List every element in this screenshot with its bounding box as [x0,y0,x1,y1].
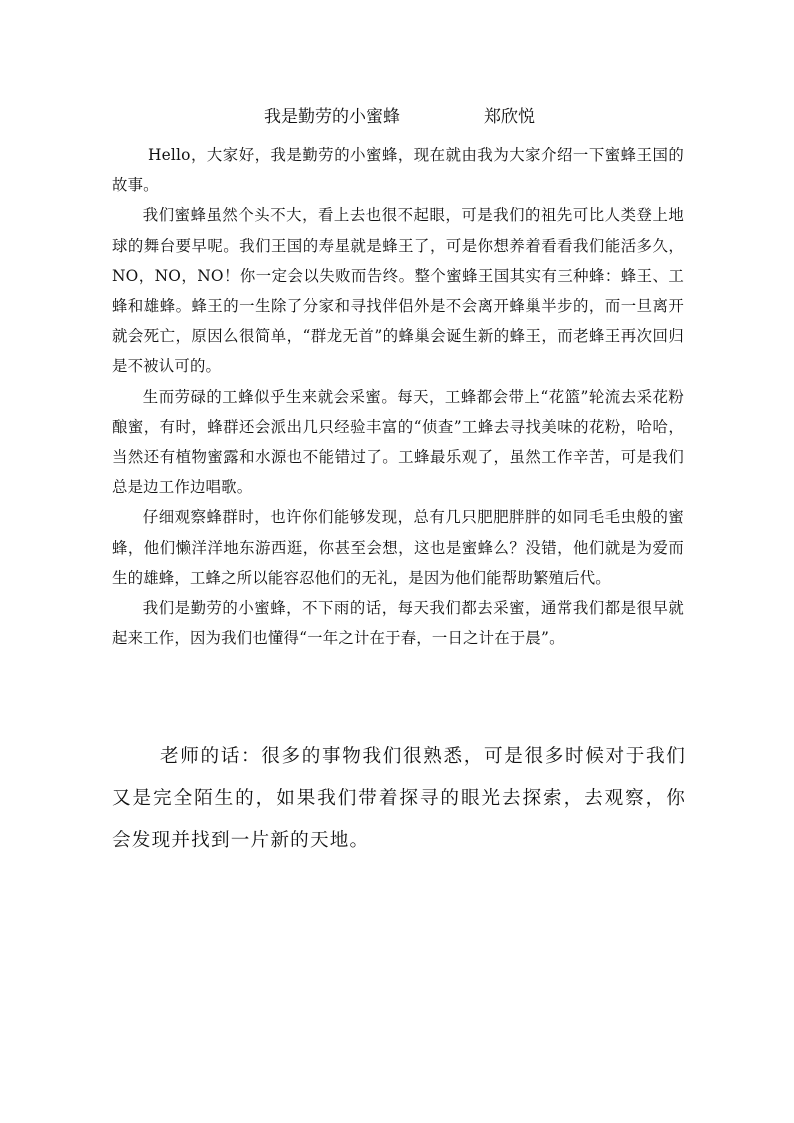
essay-title: 我是勤劳的小蜜蜂 [264,107,400,127]
paragraph-3: 生而劳碌的工蜂似乎生来就会采蜜。每天，工蜂都会带上“花篮”轮流去采花粉酿蜜，有时，蜂群还会派出几只经验丰富的“侦查”工蜂去寻找美味的花粉，哈哈，当然还有植物蜜露和水源也不能错过了。工蜂最乐观了，虽然工作辛苦，可是我们总是边工作边唱歌。 [112,387,684,497]
teacher-comment-text: 老师的话：很多的事物我们很熟悉，可是很多时候对于我们又是完全陌生的，如果我们带着探寻的眼光去探索，去观察，你会发现并找到一片新的天地。 [112,746,686,851]
essay-author: 郑欣悦 [484,107,535,127]
paragraph-1: Hello，大家好，我是勤劳的小蜜蜂，现在就由我为大家介绍一下蜜蜂王国的故事。 [112,146,684,195]
paragraph-2: 我们蜜蜂虽然个头不大，看上去也很不起眼，可是我们的祖先可比人类登上地球的舞台要早呢。我们王国的寿星就是蜂王了，可是你想养着看看我们能活多久，NO，NO，NO！你一定会以失败而告终。整个蜜蜂王国其实有三种蜂：蜂王、工蜂和雄蜂。蜂王的一生除了分家和寻找伴侣外是不会离开蜂巢半步的，而一旦离开就会死亡，原因么很简单，“群龙无首”的蜂巢会诞生新的蜂王，而老蜂王再次回归是不被认可的。 [112,206,684,376]
title-row [0,104,794,134]
teacher-comment [112,736,686,862]
paragraph-4: 仔细观察蜂群时，也许你们能够发现，总有几只肥肥胖胖的如同毛毛虫般的蜜蜂，他们懒洋洋地东游西逛，你甚至会想，这也是蜜蜂么？没错，他们就是为爱而生的雄蜂，工蜂之所以能容忍他们的无礼，是因为他们能帮助繁殖后代。 [112,508,684,587]
essay-body [112,140,684,653]
paragraph-5: 我们是勤劳的小蜜蜂，不下雨的话，每天我们都去采蜜，通常我们都是很早就起来工作，因为我们也懂得“一年之计在于春，一日之计在于晨”。 [112,599,684,648]
